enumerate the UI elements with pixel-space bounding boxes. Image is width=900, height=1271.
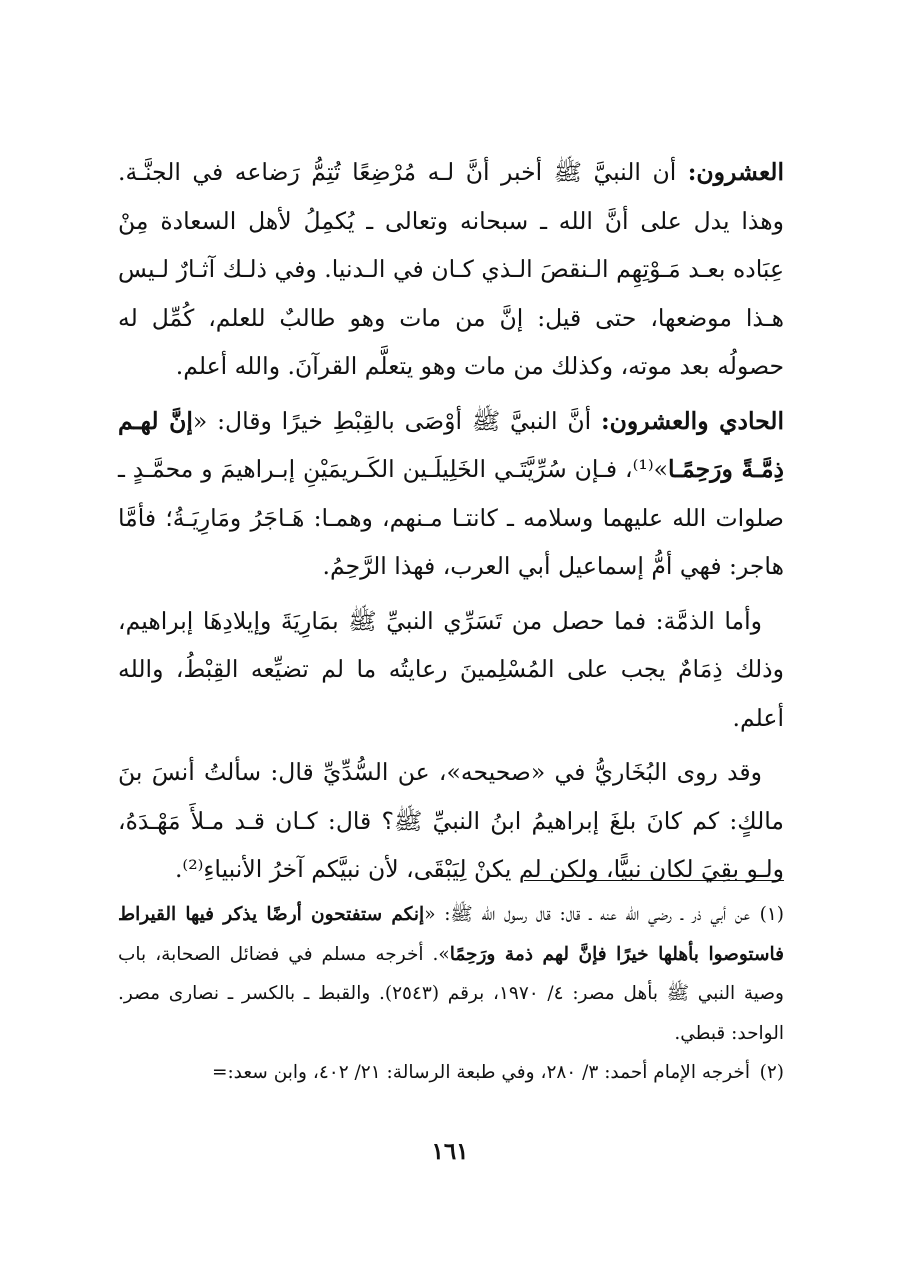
- footnote-number: (١): [759, 904, 784, 925]
- paragraph-lead: الحادي والعشرون:: [600, 406, 784, 435]
- paragraph-dhimma: [118, 597, 784, 743]
- paragraph-text: أنَّ النبيَّ ﷺ أوْصَى بالقِبْطِ خيرًا وقال: «: [192, 406, 601, 435]
- main-text: [118, 148, 784, 900]
- footnote-text: أخرجه الإمام أحمد: ٣/ ٢٨٠، وفي طبعة الرسالة: ٢١/ ٤٠٢، وابن سعد:=: [211, 1062, 750, 1083]
- footnote-quote: إنكم ستفتحون أرضًا يذكر فيها القيراط فاستوصوا بأهلها خيرًا فإنَّ لهم ذمة ورَحِمًا: [118, 904, 784, 965]
- footnote-divider: [524, 880, 784, 881]
- paragraph-bukhari: [118, 748, 784, 894]
- footnotes: [118, 895, 784, 1093]
- paragraph-text: »⁽¹⁾، فـإن سُرِّيَّتَـي الخَلِيلَـين الكَـريمَيْنِ إبـراهيمَ و محمَّـدٍ ـ صلوات الله عليهما وسلامه ـ كانتـا مـنهم، وهمـا: هَـاجَرُ ومَارِيَـةُ؛ فأمَّا هاجر: فهي أمُّ إسماعيل أبي العرب، فهذا الرَّحِمُ.: [118, 455, 784, 580]
- footnote-1: [118, 895, 784, 1053]
- paragraph-text: وقد روى البُخَاريُّ في «صحيحه»، عن السُّدِّيِّ قال: سألتُ أنسَ بنَ مالكٍ: كم كانَ بلغَ إبراهيمُ ابنُ النبيِّ ﷺ؟ قال: كـان قـد مـلأَ مَهْـدَهُ، ولـو بقِيَ لكان نبيًّا، ولكن لم يكنْ لِيَبْقَى، لأن نبيَّكم آخرُ الأنبياءِ⁽²⁾.: [118, 758, 784, 883]
- paragraph-twenty-first: [118, 397, 784, 591]
- footnote-2: [118, 1053, 784, 1093]
- paragraph-text: وأما الذمَّة: فما حصل من تَسَرِّي النبيِّ ﷺ بمَارِيَةَ وإيلادِهَا إبراهيم، وذلك ذِمَامٌ يجب على المُسْلِمينَ رعايتُه ما لم تضيِّعه القِبْطُ، والله أعلم.: [118, 606, 784, 732]
- paragraph-text: أن النبيَّ ﷺ أخبر أنَّ لـه مُرْضِعًا تُتِمُّ رَضاعه في الجنَّـة. وهذا يدل على أنَّ الله ـ سبحانه وتعالى ـ يُكمِلُ لأهل السعادة مِنْ عِبَاده بعـد مَـوْتِهِم الـنقصَ الـذي كـان في الـدنيا. وفي ذلـك آثـارٌ لـيس هـذا موضعها، حتى قيل: إنَّ من مات وهو طالبٌ للعلم، كُمِّل له حصولُه بعد موته، وكذلك من مات وهو يتعلَّم القرآنَ. والله أعلم.: [118, 158, 784, 380]
- footnote-text: عن أبي ذر ـ رضي الله عنه ـ قال: قال رسول الله ﷺ: «: [424, 904, 750, 925]
- footnote-text: ». أخرجه مسلم في فضائل الصحابة، باب وصية النبي ﷺ بأهل مصر: ٤/ ١٩٧٠، برقم (٢٥٤٣). والقبط ـ بالكسر ـ نصارى مصر. الواحد: قبطي.: [118, 943, 784, 1044]
- paragraph-twentieth: [118, 148, 784, 391]
- paragraph-lead: العشرون:: [687, 158, 784, 186]
- page-number: ١٦١: [431, 1138, 469, 1165]
- footnote-number: (٢): [759, 1062, 784, 1083]
- hadith-quote: إنَّ لهـم ذِمَّـةً ورَحِمًـا: [118, 406, 784, 483]
